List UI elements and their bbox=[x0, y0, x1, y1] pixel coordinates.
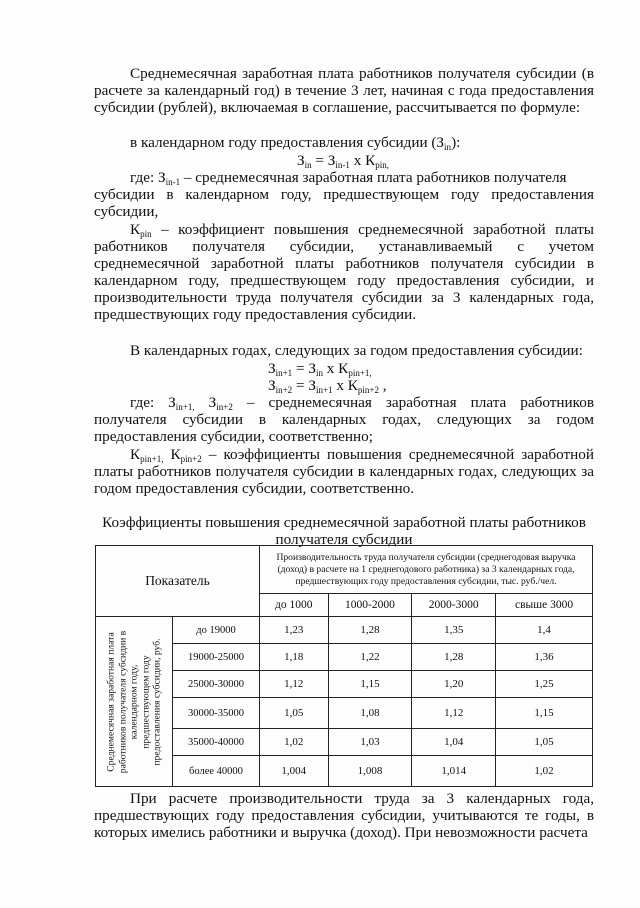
table-cell: 1,02 bbox=[496, 756, 593, 787]
table-cell: 1,36 bbox=[496, 644, 593, 671]
table-cell: 1,04 bbox=[412, 729, 496, 756]
where-1-line: субсидии, bbox=[94, 203, 159, 220]
row-group-label-cell bbox=[96, 617, 173, 787]
year-of-subsidy-text: в календарном году предоставления субсидии (З bbox=[130, 134, 445, 151]
table-cell: 1,25 bbox=[496, 671, 593, 698]
formula-2: $З_{in+1} = З_{in}$ х $К_{pin+1,}$ bbox=[268, 360, 372, 378]
following-years-line: В календарных годах, следующих за годом предоставления субсидии: bbox=[130, 342, 583, 359]
table-row bbox=[96, 617, 593, 644]
table-cell: 1,014 bbox=[412, 756, 496, 787]
formula-1-sub: pin, bbox=[375, 160, 389, 170]
where-1-line: где: $З_{in-1}$ – среднемесячная заработная плата работников получателя bbox=[130, 169, 567, 187]
closing-paragraph: При расчете производительности труда за 3 календарных года, предшествующих году предоставления субсидии, учитываются те годы, в которых имелись работники и выручка (доход). При невозможности расчета bbox=[94, 790, 594, 841]
table-cell: 1,08 bbox=[328, 698, 412, 729]
formula-1-part: З bbox=[297, 152, 305, 169]
row-label: более 40000 bbox=[173, 756, 260, 787]
column-header: до 1000 bbox=[260, 594, 329, 617]
table-cell: 1,28 bbox=[328, 617, 412, 644]
table-cell: 1,12 bbox=[260, 671, 329, 698]
where-2-paragraph: где: $З_{in+1,}$ $З_{in+2}$ – среднемесячная заработная плата работников получателя субсидии в календарных годах, следующих за годом предоставления субсидии, соответственно; bbox=[94, 394, 594, 445]
row-label: 35000-40000 bbox=[173, 729, 260, 756]
formula-1-part: = З bbox=[311, 152, 336, 169]
indicator-header: Показатель bbox=[96, 546, 260, 617]
table-cell: 1,15 bbox=[496, 698, 593, 729]
table-cell: 1,12 bbox=[412, 698, 496, 729]
table-cell: 1,15 bbox=[328, 671, 412, 698]
kpin-paragraph: $К_{pin}$ – коэффициент повышения среднемесячной заработной платы работников получателя субсидии, устанавливаемый с учетом среднемесячной заработной платы работников получателя субсидии в календарном году, предшествующем году предоставления субсидии, и производительности труда получателя субсидии за 3 календарных года, предшествующих году предоставления субсидии. bbox=[94, 221, 594, 323]
table-cell: 1,20 bbox=[412, 671, 496, 698]
formula-1-part: х К bbox=[349, 152, 376, 169]
year-of-subsidy-line: в календарном году предоставления субсидии $(З_{in})$: bbox=[130, 134, 461, 152]
formula-1 bbox=[297, 152, 389, 169]
table-title: Коэффициенты повышения среднемесячной заработной платы работников получателя субсидии bbox=[102, 514, 586, 548]
table-cell: 1,28 bbox=[412, 644, 496, 671]
intro-paragraph: Среднемесячная заработная плата работников получателя субсидии (в расчете за календарный год) в течение 3 лет, начиная с года предоставления субсидии (рублей), включаемая в соглашение, рассчитывается по формуле: bbox=[94, 65, 594, 116]
productivity-group-header: Производительность труда получателя субсидии (среднегодовая выручка (доход) в расчете на 1 среднегодового работника) за 3 календарных года, предшествующих году предоставления субсидии, тыс. руб./чел. bbox=[260, 546, 593, 594]
table-cell: 1,004 bbox=[260, 756, 329, 787]
table-cell: 1,05 bbox=[496, 729, 593, 756]
table-cell: 1,22 bbox=[328, 644, 412, 671]
row-label: 25000-30000 bbox=[173, 671, 260, 698]
where-1-line: субсидии в календарном году, предшествующем году предоставления bbox=[94, 186, 594, 203]
table-cell: 1,23 bbox=[260, 617, 329, 644]
row-label: 19000-25000 bbox=[173, 644, 260, 671]
row-label: до 19000 bbox=[173, 617, 260, 644]
coefficients-table bbox=[95, 545, 593, 787]
row-group-label: Среднемесячная заработная плата работников получателя субсидии в календарном году, предшествующем году предоставления субсидии, руб. bbox=[105, 630, 163, 773]
where-1-block bbox=[94, 169, 594, 220]
formula-1-sub: in bbox=[304, 160, 312, 170]
table-cell: 1,008 bbox=[328, 756, 412, 787]
table-cell: 1,02 bbox=[260, 729, 329, 756]
column-header: свыше 3000 bbox=[496, 594, 593, 617]
table-cell: 1,18 bbox=[260, 644, 329, 671]
formula-1-sub: in-1 bbox=[335, 160, 350, 170]
formula-3: $З_{in+2} = З_{in+1}$ х $К_{pin+2}$ , bbox=[268, 377, 387, 395]
row-label: 30000-35000 bbox=[173, 698, 260, 729]
table-cell: 1,05 bbox=[260, 698, 329, 729]
year-of-subsidy-sub: in bbox=[444, 142, 452, 152]
column-header: 1000-2000 bbox=[328, 594, 412, 617]
kpin-2-paragraph: $К_{pin+1,}$ $К_{pin+2}$ – коэффициенты повышения среднемесячной заработной платы работников получателя субсидии в календарных годах, следующих за годом предоставления субсидии, соответственно. bbox=[94, 446, 594, 497]
column-header: 2000-3000 bbox=[412, 594, 496, 617]
table-cell: 1,4 bbox=[496, 617, 593, 644]
table-cell: 1,03 bbox=[328, 729, 412, 756]
table-cell: 1,35 bbox=[412, 617, 496, 644]
